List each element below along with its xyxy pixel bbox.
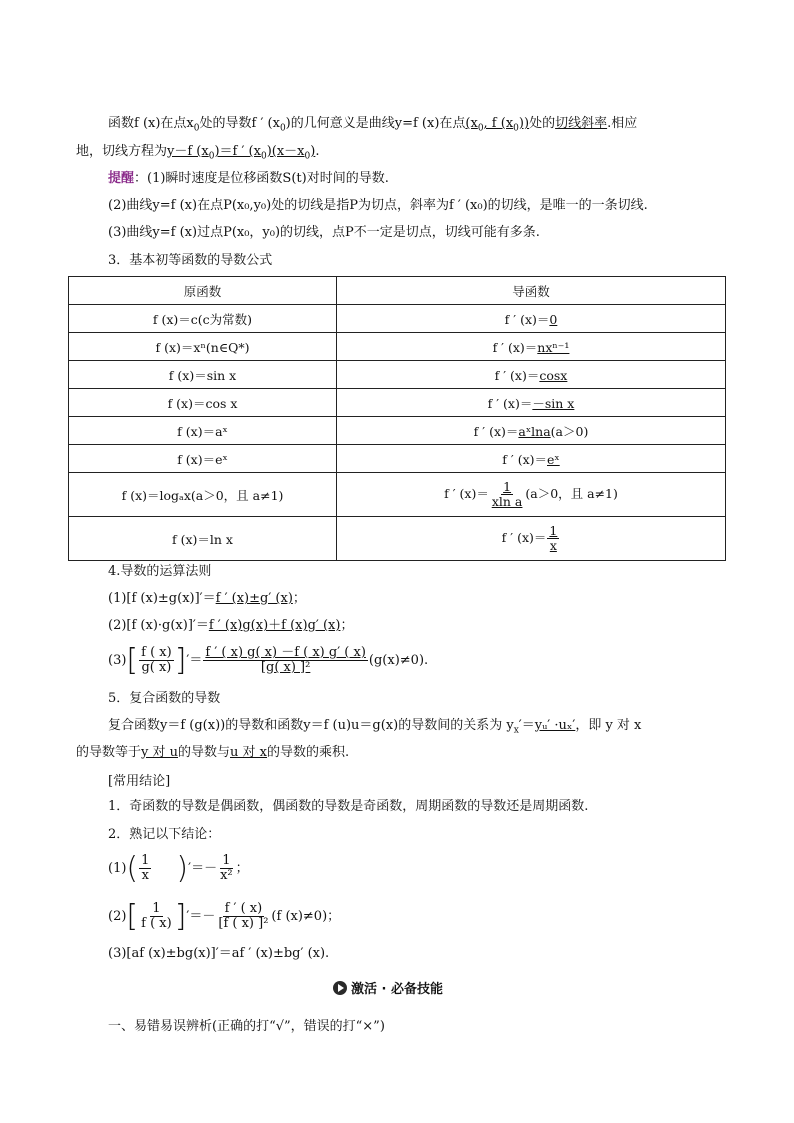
text: )) — [518, 116, 530, 131]
numerator: f ′ ( x) g( x) －f ( x) g′ ( x) — [205, 645, 366, 660]
answer: f ′ (x)g(x)＋f (x)g′ (x) — [208, 618, 341, 633]
header-derivative: 导函数 — [337, 277, 726, 305]
answer: yᵤ′ ·uₓ′ — [534, 718, 576, 733]
denominator: [f ( x) ]² — [218, 916, 269, 931]
numerator: 1 — [152, 901, 161, 916]
conclusion-2-2 — [108, 898, 340, 936]
left-bracket: [ — [126, 898, 139, 934]
rule-product — [108, 617, 353, 635]
header-original-function: 原函数 — [69, 277, 337, 305]
table-row — [69, 389, 726, 417]
cell-function: f (x)＝xⁿ(n∈Q*) — [69, 333, 337, 361]
text: f ′ (x)＝ — [502, 451, 547, 467]
text: ； — [235, 861, 249, 876]
subscript: 0 — [513, 123, 519, 134]
answer: y 对 u — [141, 745, 178, 760]
numerator: 1 — [503, 479, 512, 494]
text: (a＞0) — [550, 423, 589, 439]
play-circle-icon — [333, 981, 347, 995]
numerator: 1 — [141, 853, 150, 868]
tip-line-3: (3)曲线y=f (x)过点P(x₀，y₀)的切线，点P不一定是切点，切线可能有多条. — [108, 225, 540, 240]
section-3-heading: 3．基本初等函数的导数公式 — [108, 253, 273, 268]
text: y－f (x — [167, 144, 209, 159]
tip-line-1 — [108, 170, 389, 188]
cell-function: f (x)＝c(c为常数) — [69, 305, 337, 333]
fraction — [139, 646, 174, 675]
fraction — [139, 902, 174, 931]
composite-line-2 — [76, 744, 349, 762]
conclusion-2-1 — [108, 850, 249, 888]
cell-derivative — [337, 305, 726, 333]
text: (f (x)≠0)； — [271, 909, 341, 924]
fraction — [490, 480, 525, 509]
answer: －sin x — [532, 395, 575, 411]
subscript: 0 — [279, 123, 286, 134]
answer: f ′ (x)±g′ (x) — [215, 591, 293, 606]
answer: eˣ — [547, 451, 560, 467]
text: 的导数等于 — [76, 745, 142, 760]
text: (2)[f (x)·g(x)]′＝ — [108, 618, 209, 633]
answer: 0 — [549, 311, 558, 327]
text: (x — [465, 116, 478, 131]
text: f ′ (x)＝ — [501, 530, 547, 545]
composite-line-1 — [108, 717, 641, 735]
answer: aˣlna — [518, 423, 551, 439]
cell-derivative — [337, 417, 726, 445]
text: .相应 — [607, 116, 638, 131]
text: f ′ (x)＝ — [487, 395, 533, 411]
tip-line-2: (2)曲线y=f (x)在点P(x₀,y₀)处的切线是指P为切点，斜率为f ′ (x₀)的切线，是唯一的一条切线. — [108, 198, 648, 213]
text: 函数f (x)在点x — [108, 116, 194, 131]
denominator: x — [549, 538, 557, 553]
text: 复合函数y＝f (g(x))的导数和函数y＝f (u)u＝g(x)的导数间的关系为 y — [108, 718, 514, 733]
denominator: x² — [220, 868, 233, 883]
subscript: 0 — [208, 151, 215, 162]
slope-answer: 切线斜率 — [555, 116, 608, 131]
fraction — [547, 524, 559, 553]
text: 的导数的乘积. — [267, 745, 350, 760]
table-row — [69, 305, 726, 333]
left-bracket: [ — [126, 642, 139, 678]
text: 地，切线方程为 — [76, 144, 168, 159]
denominator: g( x) — [141, 660, 172, 675]
cell-derivative — [337, 445, 726, 473]
text: f ′ (x)＝ — [494, 367, 540, 383]
table-row — [69, 333, 726, 361]
right-bracket: ] — [174, 642, 187, 678]
text: ； — [340, 618, 354, 633]
rule-quotient — [108, 642, 428, 680]
common-conclusions-heading: [常用结论] — [108, 774, 171, 789]
denominator: x — [141, 868, 149, 883]
table-row — [69, 445, 726, 473]
derivative-formula-table — [68, 276, 726, 561]
text: (a＞0，且 a≠1) — [525, 486, 618, 501]
subscript: 0 — [477, 123, 484, 134]
text: ′＝ — [518, 718, 535, 733]
text: ，即 y 对 x — [575, 718, 642, 733]
answer: nxⁿ⁻¹ — [537, 339, 570, 355]
text: f ′ (x)＝ — [444, 486, 489, 501]
tangent-equation-answer — [167, 144, 316, 162]
left-paren: ( — [126, 850, 139, 886]
text: f ′ (x)＝ — [504, 311, 550, 327]
text: ′＝－ — [188, 861, 218, 876]
cell-derivative — [337, 361, 726, 389]
cell-function: f (x)＝eˣ — [69, 445, 337, 473]
answer: cosx — [539, 367, 568, 383]
paragraph-tangent-equation — [76, 143, 319, 161]
table-row — [69, 473, 726, 517]
text: (1)[f (x)±g(x)]′＝ — [108, 591, 216, 606]
cell-function: f (x)＝aˣ — [69, 417, 337, 445]
numerator: 1 — [222, 853, 231, 868]
numerator: 1 — [549, 523, 558, 538]
text: ：(1)瞬时速度是位移函数S(t)对时间的导数. — [134, 171, 389, 186]
cell-derivative — [337, 333, 726, 361]
text: )的几何意义是曲线y=f (x)在点 — [285, 116, 466, 131]
subscript: x — [513, 725, 519, 736]
section-title: 激活 · 必备技能 — [351, 982, 443, 997]
table-row — [69, 517, 726, 561]
text: , f (x — [483, 116, 514, 131]
fraction — [216, 902, 270, 931]
text: )＝f ′ (x — [214, 144, 261, 159]
table-row — [69, 417, 726, 445]
paragraph-geometric-meaning — [108, 115, 637, 133]
section-5-heading: 5．复合函数的导数 — [108, 691, 221, 706]
text: . — [315, 144, 320, 159]
right-bracket: ] — [174, 898, 187, 934]
denominator: xln a — [491, 494, 523, 509]
point-answer — [465, 116, 530, 134]
text: f ′ (x)＝ — [473, 423, 519, 439]
text: (1) — [108, 861, 127, 876]
right-paren: ) — [176, 850, 189, 886]
exercise-heading: 一、易错易误辨析(正确的打“√”，错误的打“×”) — [108, 1019, 385, 1034]
denominator: f ( x) — [141, 916, 172, 931]
section-4-heading: 4.导数的运算法则 — [108, 564, 212, 579]
numerator: f ′ ( x) — [224, 901, 263, 916]
fraction — [139, 854, 151, 883]
text: ′＝ — [186, 653, 203, 668]
section-banner — [333, 981, 443, 999]
cell-derivative — [337, 473, 726, 517]
text: f ′ (x)＝ — [492, 339, 538, 355]
subscript: 0 — [260, 151, 267, 162]
cell-derivative — [337, 517, 726, 561]
table-header-row — [69, 277, 726, 305]
subscript: 0 — [193, 123, 200, 134]
denominator: [g( x) ]² — [260, 660, 311, 675]
rule-sum — [108, 590, 306, 608]
cell-function: f (x)＝sin x — [69, 361, 337, 389]
conclusion-1: 1．奇函数的导数是偶函数，偶函数的导数是奇函数，周期函数的导数还是周期函数. — [108, 799, 589, 814]
conclusion-2: 2．熟记以下结论： — [108, 827, 221, 842]
cell-function: f (x)＝logₐx(a＞0，且 a≠1) — [69, 473, 337, 517]
text: ) — [310, 144, 316, 159]
subscript: 0 — [304, 151, 311, 162]
text: (g(x)≠0). — [368, 653, 429, 668]
answer: u 对 x — [230, 745, 267, 760]
text: 处的 — [529, 116, 556, 131]
cell-function: f (x)＝cos x — [69, 389, 337, 417]
tip-label: 提醒 — [108, 171, 135, 186]
numerator: f ( x) — [141, 645, 172, 660]
text: 处的导数f ′ (x — [199, 116, 280, 131]
fraction — [218, 854, 235, 883]
table-row — [69, 361, 726, 389]
text: ′＝－ — [186, 909, 216, 924]
cell-function: f (x)＝ln x — [69, 517, 337, 561]
conclusion-2-3: (3)[af (x)±bg(x)]′＝af ′ (x)±bg′ (x). — [108, 946, 330, 961]
cell-derivative — [337, 389, 726, 417]
text: (2) — [108, 909, 127, 924]
fraction-answer — [203, 646, 368, 675]
text: )(x－x — [266, 144, 305, 159]
text: ； — [292, 591, 306, 606]
text: 的导数与 — [178, 745, 231, 760]
text: (3) — [108, 653, 127, 668]
